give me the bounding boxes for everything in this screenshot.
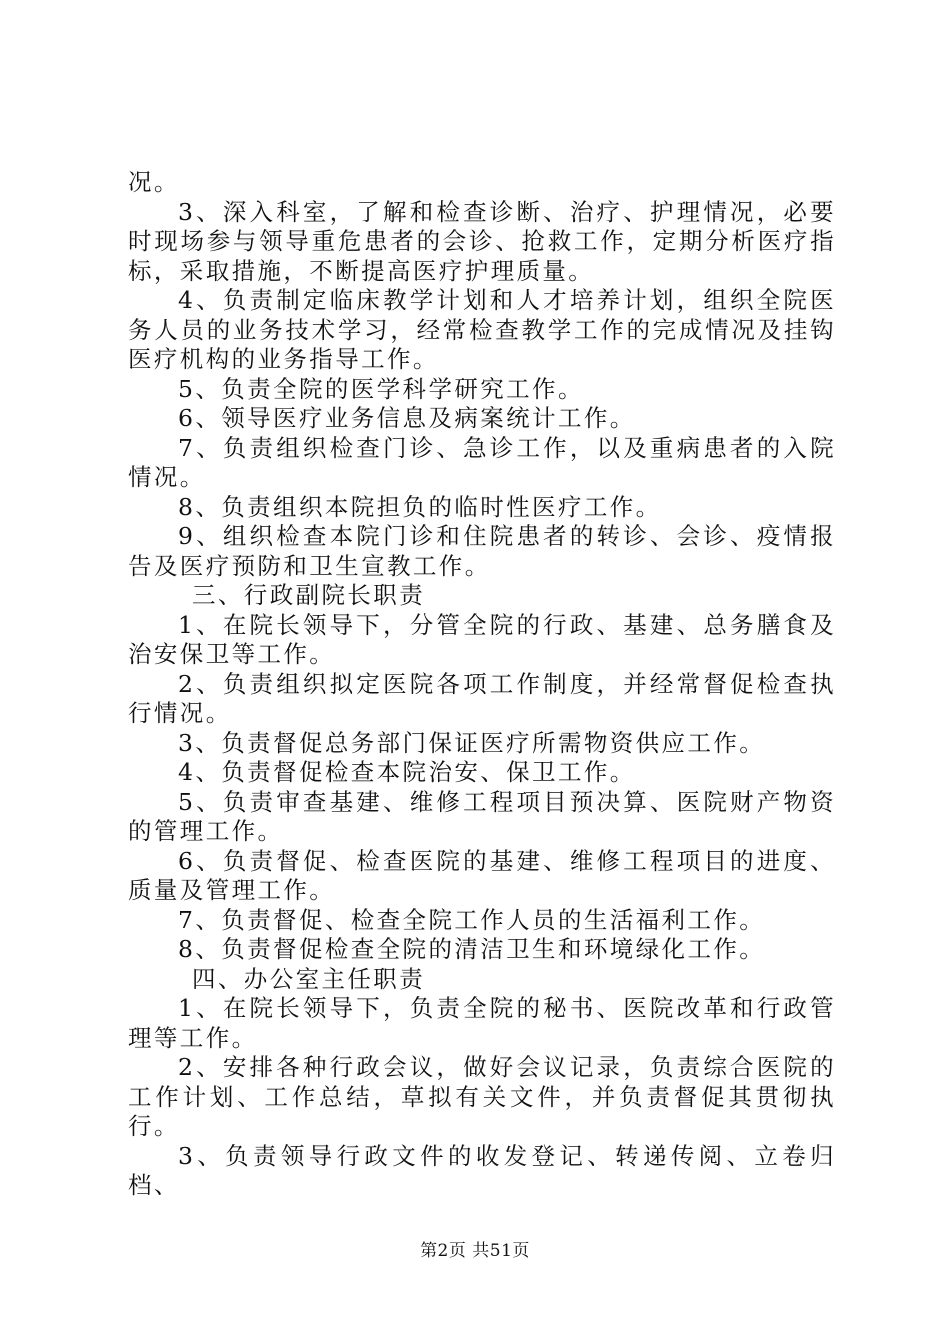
list-item-office-3: 3、负责领导行政文件的收发登记、转递传阅、立卷归档、	[128, 1141, 836, 1199]
list-item-medical-5: 5、负责全院的医学科学研究工作。	[178, 374, 584, 403]
page-number-footer: 第2页 共51页	[420, 1241, 530, 1261]
list-item-office-2: 2、安排各种行政会议，做好会议记录，负责综合医院的工作计划、工作总结，草拟有关文件，并负责督促其贯彻执行。	[128, 1053, 836, 1140]
document-body	[128, 168, 836, 1201]
section-heading-admin-vice-president: 三、行政副院长职责	[192, 581, 426, 609]
list-item-office-1: 1、在院长领导下，负责全院的秘书、医院改革和行政管理等工作。	[128, 994, 836, 1052]
list-item-medical-8: 8、负责组织本院担负的临时性医疗工作。	[178, 492, 662, 521]
list-item-admin-3: 3、负责督促总务部门保证医疗所需物资供应工作。	[178, 728, 766, 757]
list-item-admin-1: 1、在院长领导下，分管全院的行政、基建、总务膳食及治安保卫等工作。	[128, 610, 836, 668]
list-item-admin-8: 8、负责督促检查全院的清洁卫生和环境绿化工作。	[178, 935, 766, 963]
paragraph-continuation: 况。	[128, 168, 180, 196]
list-item-medical-9: 9、组织检查本院门诊和住院患者的转诊、会诊、疫情报告及医疗预防和卫生宣教工作。	[128, 522, 836, 580]
list-item-admin-5: 5、负责审查基建、维修工程项目预决算、医院财产物资的管理工作。	[128, 787, 836, 845]
list-item-admin-2: 2、负责组织拟定医院各项工作制度，并经常督促检查执行情况。	[128, 669, 836, 727]
list-item-admin-6: 6、负责督促、检查医院的基建、维修工程项目的进度、质量及管理工作。	[128, 846, 836, 904]
list-item-medical-4: 4、负责制定临床教学计划和人才培养计划，组织全院医务人员的业务技术学习，经常检查教学工作的完成情况及挂钩医疗机构的业务指导工作。	[128, 286, 836, 373]
section-heading-office-director: 四、办公室主任职责	[192, 964, 426, 993]
list-item-admin-7: 7、负责督促、检查全院工作人员的生活福利工作。	[178, 905, 766, 934]
list-item-medical-7: 7、负责组织检查门诊、急诊工作，以及重病患者的入院情况。	[128, 433, 836, 491]
list-item-medical-6: 6、领导医疗业务信息及病案统计工作。	[178, 404, 636, 432]
list-item-admin-4: 4、负责督促检查本院治安、保卫工作。	[178, 758, 636, 786]
list-item-medical-3: 3、深入科室，了解和检查诊断、治疗、护理情况，必要时现场参与领导重危患者的会诊、抢救工作，定期分析医疗指标，采取措施，不断提高医疗护理质量。	[128, 197, 836, 285]
